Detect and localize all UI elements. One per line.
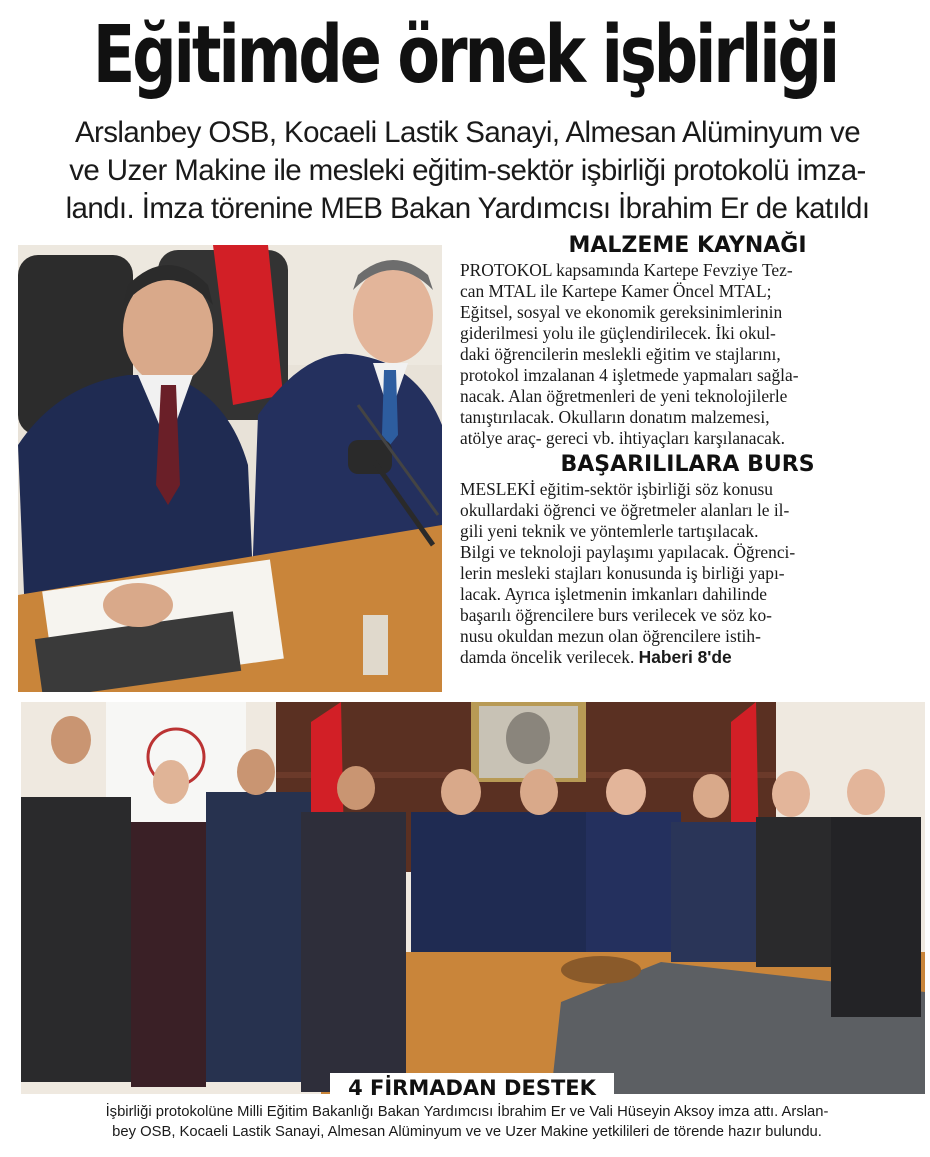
text-line: nacak. Alan öğretmenleri de yeni teknolojilerle [460, 386, 788, 406]
text-line: atölye araç- gereci vb. ihtiyaçları karşılanacak. [460, 428, 785, 448]
text-line: Eğitsel, sosyal ve ekonomik gereksinimlerinin [460, 302, 783, 322]
text-line: lacak. Ayrıca işletmenin imkanları dahilinde [460, 584, 767, 604]
headline: Eğitimde örnek işbirliği [92, 7, 838, 102]
text-line: tanıştırılacak. Okulların donatım malzemesi, [460, 407, 770, 427]
text-line: Bilgi ve teknoloji paylaşımı yapılacak. Öğrenci- [460, 542, 796, 562]
text-line-last [460, 647, 915, 668]
subhead-line: landı. İmza törenine MEB Bakan Yardımcısı İbrahim Er de katıldı [65, 192, 870, 225]
subhead-line: Arslanbey OSB, Kocaeli Lastik Sanayi, Almesan Alüminyum ve [74, 116, 861, 149]
subheadline [25, 114, 910, 228]
text-line: can MTAL ile Kartepe Kamer Öncel MTAL; [460, 281, 772, 301]
continued-reference: Haberi 8'de [638, 647, 732, 667]
section-title: BAŞARILILARA BURS [560, 452, 815, 477]
subhead-line: ve Uzer Makine ile mesleki eğitim-sektör işbirliği protokolü imza- [69, 154, 866, 187]
text-line: giderilmesi yolu ile güçlendirilecek. İki okul- [460, 323, 776, 343]
text-line: daki öğrencilerin meslekli eğitim ve stajlarını, [460, 344, 781, 364]
text-line: nusu okuldan mezun olan öğrencilere istih- [460, 626, 761, 646]
section-paragraph [460, 479, 915, 668]
caption-title: 4 FİRMADAN DESTEK [348, 1076, 596, 1100]
text-line: başarılı öğrencilere burs verilecek ve söz ko- [460, 605, 772, 625]
text-line: protokol imzalanan 4 işletmede yapmaları sağla- [460, 365, 799, 385]
section-title: MALZEME KAYNAĞI [568, 233, 807, 258]
signing-photo [18, 245, 442, 692]
photo-caption [22, 1102, 912, 1142]
caption-line: bey OSB, Kocaeli Lastik Sanayi, Almesan Alüminyum ve ve Uzer Makine yetkilileri de törende hazır bulundu. [112, 1124, 822, 1140]
caption-line: İşbirliği protokolüne Milli Eğitim Bakanlığı Bakan Yardımcısı İbrahim Er ve Vali Hüseyin Aksoy imza attı. Arslan- [105, 1104, 829, 1120]
text-line: damda öncelik verilecek. [460, 647, 635, 667]
section-paragraph [460, 260, 915, 449]
text-line: MESLEKİ eğitim-sektör işbirliği söz konusu [460, 479, 774, 499]
text-line: gili yeni teknik ve yöntemlerle tartışılacak. [460, 521, 759, 541]
text-line: lerin mesleki stajları konusunda iş birliği yapı- [460, 563, 785, 583]
text-line: okullardaki öğrenci ve öğretmeler alanları le il- [460, 500, 790, 520]
text-line: PROTOKOL kapsamında Kartepe Fevziye Tez- [460, 260, 793, 280]
group-photo [21, 702, 925, 1094]
article-body [460, 232, 915, 668]
